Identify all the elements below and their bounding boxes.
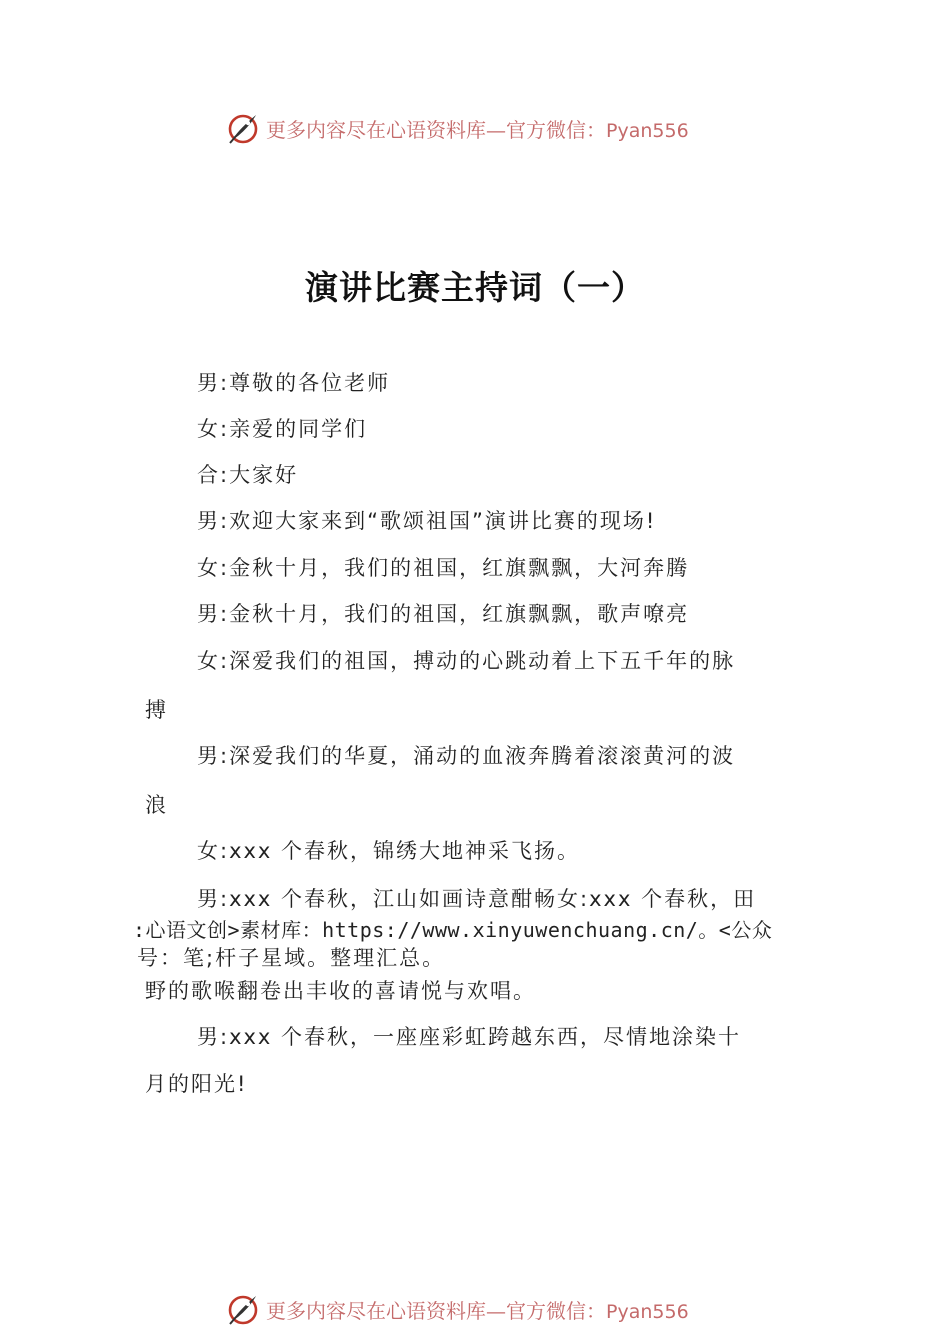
body-line: 男:欢迎大家来到“歌颂祖国”演讲比赛的现场! bbox=[197, 509, 657, 533]
watermark-line: :心语文创>素材库：https://www.xinyuwenchuang.cn/。<公众 bbox=[133, 918, 773, 942]
body-line: 男:xxx 个春秋，一座座彩虹跨越东西，尽情地涂染十 bbox=[197, 1025, 742, 1049]
document-title: 演讲比赛主持词（一） bbox=[305, 268, 645, 307]
header-banner bbox=[226, 108, 689, 148]
footer-banner bbox=[226, 1289, 689, 1329]
body-line: 女:金秋十月，我们的祖国，红旗飘飘，大河奔腾 bbox=[197, 556, 690, 580]
body-line: 男:深爱我们的华夏，涌动的血液奔腾着滚滚黄河的波 bbox=[197, 744, 736, 768]
body-line: 男:xxx 个春秋，江山如画诗意酣畅女:xxx 个春秋，田 bbox=[197, 887, 757, 911]
body-line: 合:大家好 bbox=[197, 463, 299, 487]
body-line: 女:xxx 个春秋，锦绣大地神采飞扬。 bbox=[197, 839, 581, 863]
header-banner-wechat-id: Pyan556 bbox=[606, 119, 689, 142]
body-line: 女:亲爱的同学们 bbox=[197, 417, 368, 441]
watermark-line: 号：笔;杆子星域。整理汇总。 bbox=[137, 946, 446, 970]
body-line-continuation: 月的阳光! bbox=[145, 1072, 248, 1096]
body-line: 男:金秋十月，我们的祖国，红旗飘飘，歌声嘹亮 bbox=[197, 602, 690, 626]
quill-pen-logo-icon bbox=[226, 110, 262, 146]
header-banner-text bbox=[266, 114, 689, 143]
footer-banner-text bbox=[266, 1295, 689, 1324]
footer-banner-cn: 更多内容尽在心语资料库—官方微信： bbox=[266, 1298, 606, 1323]
body-line: 女:深爱我们的祖国，搏动的心跳动着上下五千年的脉 bbox=[197, 649, 736, 673]
body-line-continuation: 浪 bbox=[145, 793, 168, 817]
body-line-continuation: 搏 bbox=[145, 698, 168, 722]
quill-pen-logo-icon bbox=[226, 1291, 262, 1327]
body-line-continuation: 野的歌喉翻卷出丰收的喜请悦与欢唱。 bbox=[145, 979, 536, 1003]
body-line: 男:尊敬的各位老师 bbox=[197, 371, 391, 395]
header-banner-cn: 更多内容尽在心语资料库—官方微信： bbox=[266, 117, 606, 142]
footer-banner-wechat-id: Pyan556 bbox=[606, 1300, 689, 1323]
